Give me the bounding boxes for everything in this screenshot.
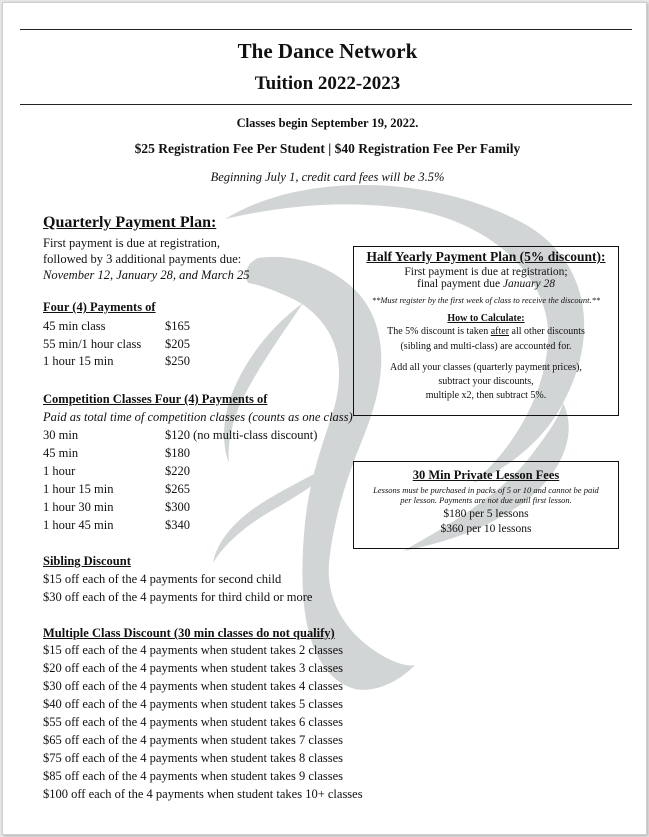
how-to-calculate-title: How to Calculate:: [447, 313, 525, 324]
credit-card-note: Beginning July 1, credit card fees will be 3.5%: [210, 170, 445, 184]
price-row-value: $205: [165, 337, 190, 351]
calc-line: multiple x2, then subtract 5%.: [425, 390, 547, 401]
competition-row-label: 1 hour 15 min: [43, 482, 114, 496]
price-row-value: $165: [165, 319, 190, 333]
competition-note: Paid as total time of competition classes (counts as one class): [43, 410, 353, 424]
private-lesson-title: 30 Min Private Lesson Fees: [412, 468, 560, 482]
competition-row-label: 45 min: [43, 446, 79, 460]
price-row-label: 55 min/1 hour class: [43, 337, 142, 351]
calc-suffix: all other discounts: [509, 326, 585, 337]
top-rule: [20, 29, 632, 30]
header-rule: [20, 104, 632, 105]
half-yearly-date: January 28: [502, 278, 555, 290]
calc-line: subtract your discounts,: [438, 376, 534, 387]
multi-class-line: $15 off each of the 4 payments when student takes 2 classes: [43, 643, 344, 657]
sibling-line: $30 off each of the 4 payments for third child or more: [43, 590, 313, 604]
private-lesson-price: $360 per 10 lessons: [440, 523, 532, 535]
multi-class-title: Multiple Class Discount (30 min classes do not qualify): [43, 626, 335, 640]
private-lesson-price: $180 per 5 lessons: [443, 508, 529, 520]
registration-fees: $25 Registration Fee Per Student | $40 Registration Fee Per Family: [134, 141, 521, 156]
multi-class-line: $85 off each of the 4 payments when student takes 9 classes: [43, 769, 344, 783]
competition-row-value: $340: [165, 518, 190, 532]
private-lesson-note: per lesson. Payments are not due until first lesson.: [400, 495, 572, 505]
calc-after: after: [490, 326, 510, 337]
sibling-line: $15 off each of the 4 payments for second child: [43, 572, 282, 586]
price-row-value: $250: [165, 354, 190, 368]
multi-class-line: $40 off each of the 4 payments when student takes 5 classes: [43, 697, 344, 711]
private-lesson-note: Lessons must be purchased in packs of 5 or 10 and cannot be paid: [373, 485, 599, 495]
page-title: The Dance Network: [237, 39, 418, 63]
calc-line: [354, 326, 618, 337]
price-row-label: 1 hour 15 min: [43, 354, 114, 368]
quarterly-line: followed by 3 additional payments due:: [43, 252, 242, 266]
calc-prefix: The 5% discount is taken: [387, 326, 491, 337]
half-yearly-title: Half Yearly Payment Plan (5% discount):: [366, 249, 606, 264]
competition-row-label: 1 hour 30 min: [43, 500, 114, 514]
calc-line: (sibling and multi-class) are accounted for.: [400, 341, 572, 352]
multi-class-line: $30 off each of the 4 payments when student takes 4 classes: [43, 679, 344, 693]
half-yearly-line2-prefix: final payment due: [417, 278, 503, 290]
sibling-title: Sibling Discount: [43, 554, 131, 568]
classes-begin: Classes begin September 19, 2022.: [236, 116, 419, 130]
multi-class-line: $65 off each of the 4 payments when student takes 7 classes: [43, 733, 344, 747]
competition-row-label: 1 hour 45 min: [43, 518, 114, 532]
quarterly-dates: November 12, January 28, and March 25: [43, 268, 250, 282]
competition-row-value: $300: [165, 500, 190, 514]
must-register-note: **Must register by the first week of class to receive the discount.**: [371, 295, 601, 305]
quarterly-line: First payment is due at registration,: [43, 236, 221, 250]
multi-class-line: $20 off each of the 4 payments when student takes 3 classes: [43, 661, 344, 675]
competition-row-value: $120 (no multi-class discount): [165, 428, 318, 442]
multi-class-line: $55 off each of the 4 payments when student takes 6 classes: [43, 715, 344, 729]
competition-row-label: 1 hour: [43, 464, 76, 478]
competition-row-value: $220: [165, 464, 190, 478]
half-yearly-line: [354, 278, 618, 290]
four-payments-title: Four (4) Payments of: [43, 300, 156, 314]
competition-row-value: $180: [165, 446, 190, 460]
multi-class-line: $75 off each of the 4 payments when student takes 8 classes: [43, 751, 344, 765]
tuition-page: [2, 2, 647, 835]
competition-row-value: $265: [165, 482, 190, 496]
half-yearly-box: [353, 246, 619, 416]
price-row-label: 45 min class: [43, 319, 106, 333]
calc-line: Add all your classes (quarterly payment prices),: [390, 362, 582, 373]
quarterly-title: Quarterly Payment Plan:: [43, 214, 217, 231]
multi-class-line: $100 off each of the 4 payments when student takes 10+ classes: [43, 787, 363, 801]
competition-title: Competition Classes Four (4) Payments of: [43, 392, 268, 406]
page-subtitle: Tuition 2022-2023: [254, 73, 401, 94]
half-yearly-line: First payment is due at registration;: [404, 266, 568, 278]
private-lesson-box: [353, 461, 619, 549]
competition-row-label: 30 min: [43, 428, 79, 442]
